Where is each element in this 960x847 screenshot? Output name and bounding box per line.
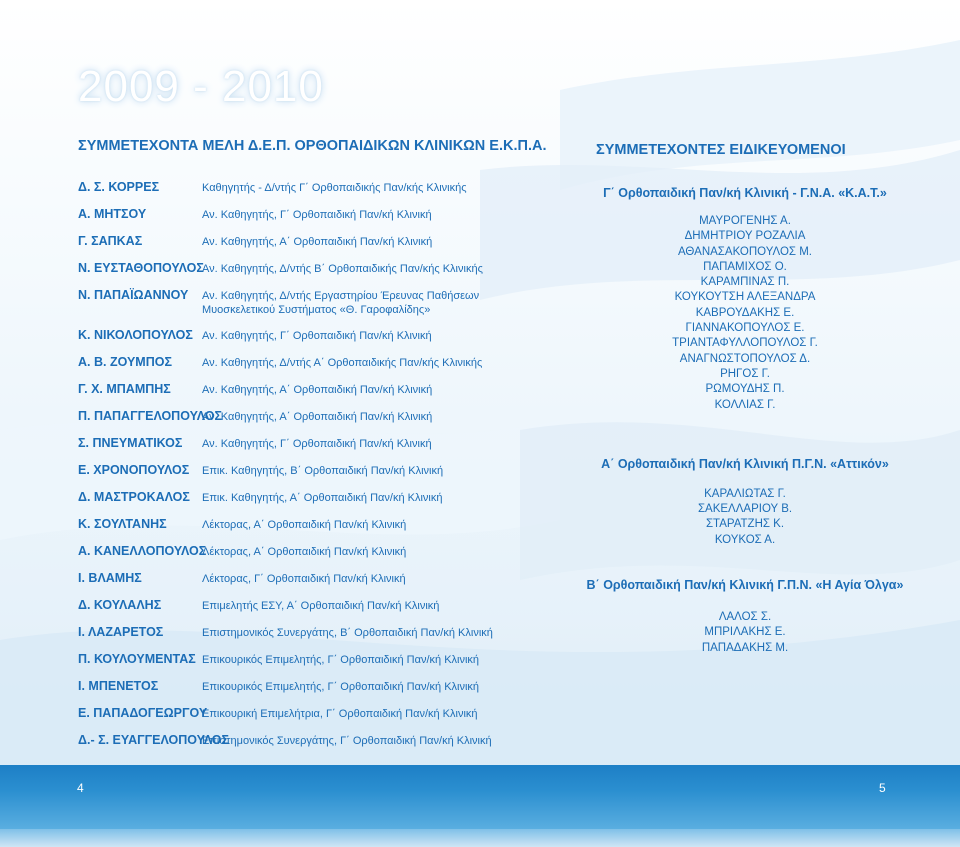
page-number-left: 4 xyxy=(77,781,84,795)
member-name: Ν. ΕΥΣΤΑΘΟΠΟΥΛΟΣ xyxy=(78,261,204,275)
year-title: 2009 - 2010 xyxy=(78,62,324,111)
member-row xyxy=(78,679,548,706)
staff-name: ΣΑΚΕΛΛΑΡΙΟΥ Β. xyxy=(697,503,793,516)
member-name: Α. Β. ΖΟΥΜΠΟΣ xyxy=(78,355,172,369)
member-role: Αν. Καθηγητής, Γ΄ Ορθοπαιδική Παν/κή Κλινική xyxy=(202,438,432,450)
staff-name: ΔΗΜΗΤΡΙΟΥ ΡΟΖΑΛΙΑ xyxy=(684,230,806,243)
residents-heading: ΣΥΜΜΕΤΕΧΟΝΤΕΣ ΕΙΔΙΚΕΥΟΜΕΝΟΙ xyxy=(596,142,846,158)
member-row xyxy=(78,598,548,625)
member-row xyxy=(78,517,548,544)
member-role: Αν. Καθηγητής, Α΄ Ορθοπαιδική Παν/κή Κλινική xyxy=(202,236,433,248)
member-role: Επικουρικός Επιμελητής, Γ΄ Ορθοπαιδική Παν/κή Κλινική xyxy=(202,654,480,666)
member-name: Ι. ΒΛΑΜΗΣ xyxy=(78,571,142,585)
member-row xyxy=(78,436,548,463)
member-name: Π. ΠΑΠΑΓΓΕΛΟΠΟΥΛΟΣ xyxy=(78,409,223,423)
member-row xyxy=(78,234,548,261)
member-name: Σ. ΠΝΕΥΜΑΤΙΚΟΣ xyxy=(78,436,183,450)
member-role: Λέκτορας, Α΄ Ορθοπαιδική Παν/κή Κλινική xyxy=(202,519,407,531)
member-name: Ε. ΠΑΠΑΔΟΓΕΩΡΓΟΥ xyxy=(78,706,208,720)
staff-name: ΛΑΛΟΣ Σ. xyxy=(718,611,772,624)
staff-name: ΡΩΜΟΥΔΗΣ Π. xyxy=(705,383,785,396)
staff-name: ΚΑΡΑΛΙΩΤΑΣ Γ. xyxy=(704,487,786,500)
member-name: Γ. ΣΑΠΚΑΣ xyxy=(78,234,143,248)
member-row xyxy=(78,261,548,288)
member-row xyxy=(78,288,548,328)
member-row xyxy=(78,490,548,517)
members-list xyxy=(78,180,548,760)
member-row xyxy=(78,409,548,436)
member-name: Ι. ΜΠΕΝΕΤΟΣ xyxy=(78,679,159,693)
member-name: Δ. ΜΑΣΤΡΟΚΑΛΟΣ xyxy=(78,490,190,504)
staff-name: ΣΤΑΡΑΤΖΗΣ Κ. xyxy=(705,518,785,531)
member-name: Δ.- Σ. ΕΥΑΓΓΕΛΟΠΟΥΛΟΣ xyxy=(78,733,230,747)
member-row xyxy=(78,571,548,598)
member-role: Λέκτορας, Γ΄ Ορθοπαιδική Παν/κή Κλινική xyxy=(202,573,406,585)
member-row xyxy=(78,328,548,355)
member-name: Κ. ΣΟΥΛΤΑΝΗΣ xyxy=(78,517,167,531)
footer-strip xyxy=(0,829,960,847)
staff-name: ΚΟΥΚΟΥΤΣΗ ΑΛΕΞΑΝΔΡΑ xyxy=(674,291,816,304)
member-role: Επικουρική Επιμελήτρια, Γ΄ Ορθοπαιδική Παν/κή Κλινική xyxy=(202,708,478,720)
staff-name: ΜΠΡΙΛΑΚΗΣ Ε. xyxy=(704,626,786,639)
member-role: Καθηγητής - Δ/ντής Γ΄ Ορθοπαιδικής Παν/κής Κλινικής xyxy=(202,182,467,194)
member-name: Α. ΚΑΝΕΛΛΟΠΟΥΛΟΣ xyxy=(78,544,207,558)
staff-name: ΠΑΠΑΔΑΚΗΣ Μ. xyxy=(701,641,789,654)
member-row xyxy=(78,355,548,382)
member-role: Αν. Καθηγητής, Δ/ντής Β΄ Ορθοπαιδικής Παν/κής Κλινικής xyxy=(202,263,483,275)
staff-name: ΚΑΡΑΜΠΙΝΑΣ Π. xyxy=(700,276,790,289)
member-role: Λέκτορας, Α΄ Ορθοπαιδική Παν/κή Κλινική xyxy=(202,546,407,558)
member-row xyxy=(78,733,548,760)
member-name: Ν. ΠΑΠΑΪΩΑΝΝΟΥ xyxy=(78,288,189,302)
clinic-title: Α΄ Ορθοπαιδική Παν/κή Κλινική Π.Γ.Ν. «Αττικόν» xyxy=(601,456,889,471)
member-role: Αν. Καθηγητής, Γ΄ Ορθοπαιδική Παν/κή Κλινική xyxy=(202,209,432,221)
member-name: Δ. Σ. ΚΟΡΡΕΣ xyxy=(78,180,160,194)
member-name: Ε. ΧΡΟΝΟΠΟΥΛΟΣ xyxy=(78,463,190,477)
staff-name: ΑΝΑΓΝΩΣΤΟΠΟΥΛΟΣ Δ. xyxy=(679,352,811,365)
member-role: Επιστημονικός Συνεργάτης, Γ΄ Ορθοπαιδική Παν/κή Κλινική xyxy=(202,735,492,747)
staff-name: ΚΟΥΚΟΣ Α. xyxy=(714,533,776,546)
staff-name: ΠΑΠΑΜΙΧΟΣ Ο. xyxy=(703,260,787,273)
member-name: Ι. ΛΑΖΑΡΕΤΟΣ xyxy=(78,625,164,639)
member-name: Δ. ΚΟΥΛΑΛΗΣ xyxy=(78,598,162,612)
page-number-right: 5 xyxy=(879,781,886,795)
staff-list xyxy=(565,610,925,656)
staff-name: ΚΟΛΛΙΑΣ Γ. xyxy=(714,398,776,411)
member-row xyxy=(78,463,548,490)
member-row xyxy=(78,652,548,679)
member-role: Επικ. Καθηγητής, Α΄ Ορθοπαιδική Παν/κή Κλινική xyxy=(202,492,443,504)
clinic-title: Γ΄ Ορθοπαιδική Παν/κή Κλινική - Γ.Ν.Α. «Κ.Α.Τ.» xyxy=(603,186,887,200)
footer-band xyxy=(0,765,960,829)
residents-column xyxy=(565,180,925,656)
staff-name: ΤΡΙΑΝΤΑΦΥΛΛΟΠΟΥΛΟΣ Γ. xyxy=(672,337,818,350)
member-row xyxy=(78,706,548,733)
member-row xyxy=(78,180,548,207)
clinic-title: Β΄ Ορθοπαιδική Παν/κή Κλινική Γ.Π.Ν. «Η Αγία Όλγα» xyxy=(586,578,904,593)
member-row xyxy=(78,544,548,571)
member-role: Αν. Καθηγητής, Δ/ντής Εργαστηρίου Έρευνας Παθήσεων Μυοσκελετικού Συστήματος «Θ. Γαροφαλίδης» xyxy=(202,290,480,316)
staff-name: ΜΑΥΡΟΓΕΝΗΣ Α. xyxy=(699,215,791,227)
member-name: Π. ΚΟΥΛΟΥΜΕΝΤΑΣ xyxy=(78,652,196,666)
member-role: Αν. Καθηγητής, Α΄ Ορθοπαιδική Παν/κή Κλινική xyxy=(202,411,433,423)
staff-list xyxy=(565,214,925,413)
member-role: Αν. Καθηγητής, Α΄ Ορθοπαιδική Παν/κή Κλινική xyxy=(202,384,433,396)
member-role: Επικ. Καθηγητής, Β΄ Ορθοπαιδική Παν/κή Κλινική xyxy=(202,465,444,477)
member-name: Κ. ΝΙΚΟΛΟΠΟΥΛΟΣ xyxy=(78,328,193,342)
staff-name: ΚΑΒΡΟΥΔΑΚΗΣ Ε. xyxy=(695,306,795,319)
member-role: Αν. Καθηγητής, Δ/ντής Α΄ Ορθοπαιδικής Παν/κής Κλινικής xyxy=(202,357,483,369)
member-name: Γ. Χ. ΜΠΑΜΠΗΣ xyxy=(78,382,171,396)
member-role: Αν. Καθηγητής, Γ΄ Ορθοπαιδική Παν/κή Κλινική xyxy=(202,330,432,342)
staff-name: ΑΘΑΝΑΣΑΚΟΠΟΥΛΟΣ Μ. xyxy=(677,245,812,258)
staff-name: ΡΗΓΟΣ Γ. xyxy=(720,367,770,380)
member-role: Επιμελητής ΕΣΥ, Α΄ Ορθοπαιδική Παν/κή Κλινική xyxy=(202,600,440,612)
member-row xyxy=(78,625,548,652)
member-role: Επικουρικός Επιμελητής, Γ΄ Ορθοπαιδική Παν/κή Κλινική xyxy=(202,681,480,693)
staff-name: ΓΙΑΝΝΑΚΟΠΟΥΛΟΣ Ε. xyxy=(685,322,805,335)
member-row xyxy=(78,382,548,409)
members-heading: ΣΥΜΜΕΤΕΧΟΝΤΑ ΜΕΛΗ Δ.Ε.Π. ΟΡΘΟΠΑΙΔΙΚΩΝ ΚΛΙΝΙΚΩΝ Ε.Κ.Π.Α. xyxy=(78,138,547,154)
member-row xyxy=(78,207,548,234)
staff-list xyxy=(565,487,925,548)
member-role: Επιστημονικός Συνεργάτης, Β΄ Ορθοπαιδική Παν/κή Κλινική xyxy=(202,627,493,639)
member-name: Α. ΜΗΤΣΟΥ xyxy=(78,207,147,221)
